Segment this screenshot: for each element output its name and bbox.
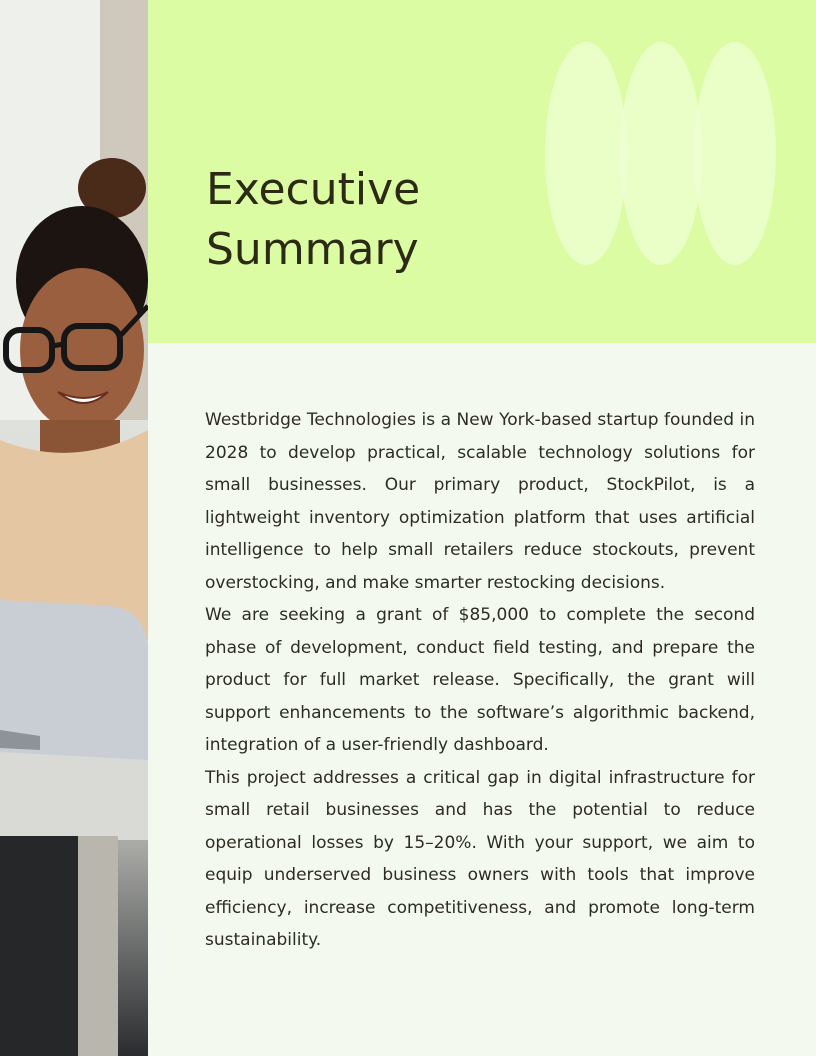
summary-paragraph: Westbridge Technologies is a New York-based startup founded in 2028 to develop practical, scalable technology solutions for small businesses. Our primary product, StockPilot, is a lightweight inventory optimization platform that uses artificial intelligence to help small retailers reduce stockouts, prevent overstocking, and make smarter restocking decisions. [205, 410, 755, 593]
woman-with-laptop-illustration [0, 0, 148, 1056]
header-band [148, 0, 816, 343]
summary-paragraph: We are seeking a grant of $85,000 to complete the second phase of development, conduct field testing, and prepare the product for full market release. Specifically, the grant will support enhancements to the software’s algorithmic backend, integration of a user-friendly dashboard. [205, 605, 755, 755]
decorative-oval [545, 42, 627, 265]
summary-body [205, 404, 755, 957]
page-title: Executive Summary [206, 164, 421, 275]
decorative-oval [694, 42, 776, 265]
decorative-oval [620, 42, 702, 265]
summary-paragraph: This project addresses a critical gap in digital infrastructure for small retail businesses and has the potential to reduce operational losses by 15–20%. With your support, we aim to equip underserved business owners with tools that improve efficiency, increase competitiveness, and promote long-term sustainability. [205, 767, 755, 950]
hero-photo [0, 0, 148, 1056]
